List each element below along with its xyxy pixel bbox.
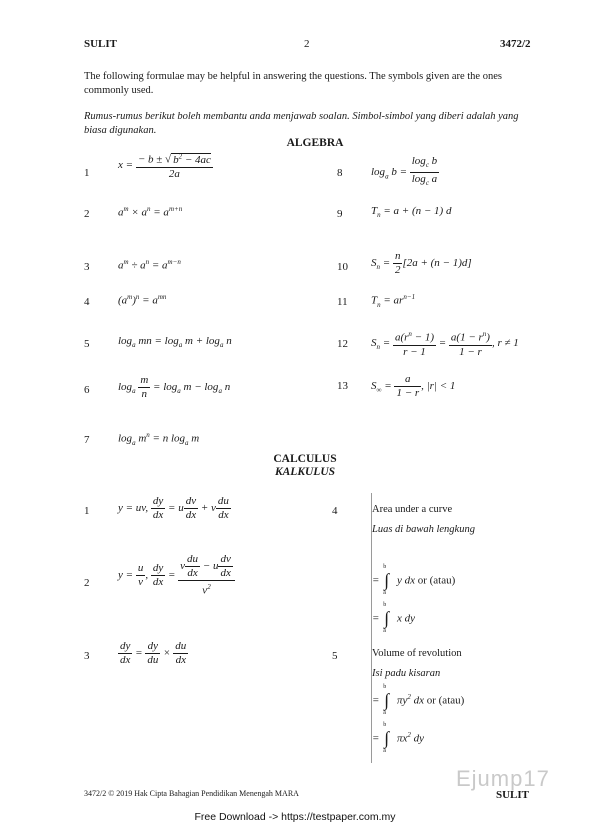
alg-num-5: 5 <box>84 338 90 350</box>
formula-ap-term: $T_n = a + (n - 1)$ d <box>371 205 452 220</box>
alg-num-6: 6 <box>84 384 90 396</box>
alg-num-2: 2 <box>84 208 90 220</box>
formula-gp-term: $T_n = ar^{n-1}$ <box>371 293 416 309</box>
intro-malay: Rumus-rumus berikut boleh membantu anda menjawab soalan. Simbol-simbol yang diberi adalah yang biasa digunakan. <box>84 111 519 136</box>
formula-quadratic: x = $\frac{- b \pm √ b^2 - 4ac}{2a}$ <box>118 152 211 180</box>
alg-num-9: 9 <box>337 208 343 220</box>
formula-index-multiply: $a^m \times a^n = a^{m+n}$ <box>118 205 183 219</box>
calc-num-5: 5 <box>332 650 338 662</box>
area-label: Area under a curve <box>372 504 453 515</box>
formula-log-product: $\log_a$ mn = $\log_a m + \log_a n$ <box>118 335 232 350</box>
calc-num-1: 1 <box>84 505 90 517</box>
header-sulit: SULIT <box>84 38 118 50</box>
formula-product-rule: y = uv, $\frac{dy}{dx}$ = u $\frac{dv}{dx}$ + v $\frac{du}{dx}$ <box>118 495 229 521</box>
formula-index-divide: $a^m \div a^n = a^{m-n}$ <box>118 258 181 272</box>
alg-num-1: 1 <box>84 167 90 179</box>
formula-quotient-rule: y = $\frac{u}{v}$ , $\frac{dy}{dx}$ = v $\frac{du}{dx}$ − u $\frac{dv}{dx}$ $v^2$ <box>118 553 235 598</box>
intro-english: The following formulae may be helpful in answering the questions. The symbols given are the ones commonly used. <box>84 71 502 96</box>
calc-num-2: 2 <box>84 577 90 589</box>
calculus-title: CALCULUS <box>273 453 337 465</box>
paper-code: 3472/2 <box>500 38 531 50</box>
area-label-malay: Luas di bawah lengkung <box>372 524 475 535</box>
alg-num-10: 10 <box>337 261 348 273</box>
page-number: 2 <box>304 38 310 50</box>
formula-index-power: $(a^m)^n = a^{mn}$ <box>118 293 167 307</box>
download-link[interactable]: Free Download -> https://testpaper.com.my <box>194 811 396 823</box>
alg-num-12: 12 <box>337 338 348 350</box>
formula-area-y-dx: = b ∫ a y dx or (atau) <box>372 564 456 596</box>
formula-volume-y2-dx: = b ∫ a $\pi y^2$ dx or (atau) <box>372 684 465 716</box>
algebra-title: ALGEBRA <box>286 137 344 149</box>
formula-ap-sum: $S_n$ = $\frac{n}{2}$ [2a + (n − 1)d] <box>371 250 472 276</box>
formula-gp-sum: $S_n$ = $\frac{a(r^n - 1)}{r - 1}$ = $\frac{a(1 - r^n)}{1 - r}$ , r ≠ 1 <box>371 330 519 358</box>
formula-log-power: $\log_a m^n = n$ $\log_a m$ <box>118 431 200 447</box>
calc-num-3: 3 <box>84 650 90 662</box>
footer-sulit: SULIT <box>496 789 530 801</box>
formula-chain-rule: $\frac{dy}{dx}$ = $\frac{dy}{du}$ × $\frac{du}{dx}$ <box>120 640 187 666</box>
formula-volume-x2-dy: = b ∫ a $\pi x^2$ dy <box>372 722 424 754</box>
formula-area-x-dy: = b ∫ a x dy <box>372 602 415 634</box>
alg-num-3: 3 <box>84 261 90 273</box>
formula-log-quotient: $\log_a$ $\frac{m}{n}$ = $\log_a m - \log_a n$ <box>118 374 231 400</box>
calculus-title-malay: KALKULUS <box>274 466 336 478</box>
or-text-1: or (atau) <box>417 574 456 587</box>
alg-num-13: 13 <box>337 380 348 392</box>
formula-change-base: $\log_a b$ = $\frac{\log_c b}{\log_c a}$ <box>371 155 438 188</box>
copyright-footer: 3472/2 © 2019 Hak Cipta Bahagian Pendidikan Menengah MARA <box>84 789 299 798</box>
alg-num-8: 8 <box>337 167 343 179</box>
volume-label: Volume of revolution <box>372 648 462 659</box>
formula-gp-infinity: $S_\infty$ = $\frac{a}{1 - r}$ , |r| < 1 <box>371 373 456 399</box>
volume-label-malay: Isi padu kisaran <box>372 668 441 679</box>
alg-num-7: 7 <box>84 434 90 446</box>
or-text-2: or (atau) <box>426 694 465 707</box>
alg-num-4: 4 <box>84 296 90 308</box>
ejump-stamp: Ejump17 <box>456 766 550 791</box>
alg-num-11: 11 <box>337 296 348 308</box>
calc-num-4: 4 <box>332 505 338 517</box>
